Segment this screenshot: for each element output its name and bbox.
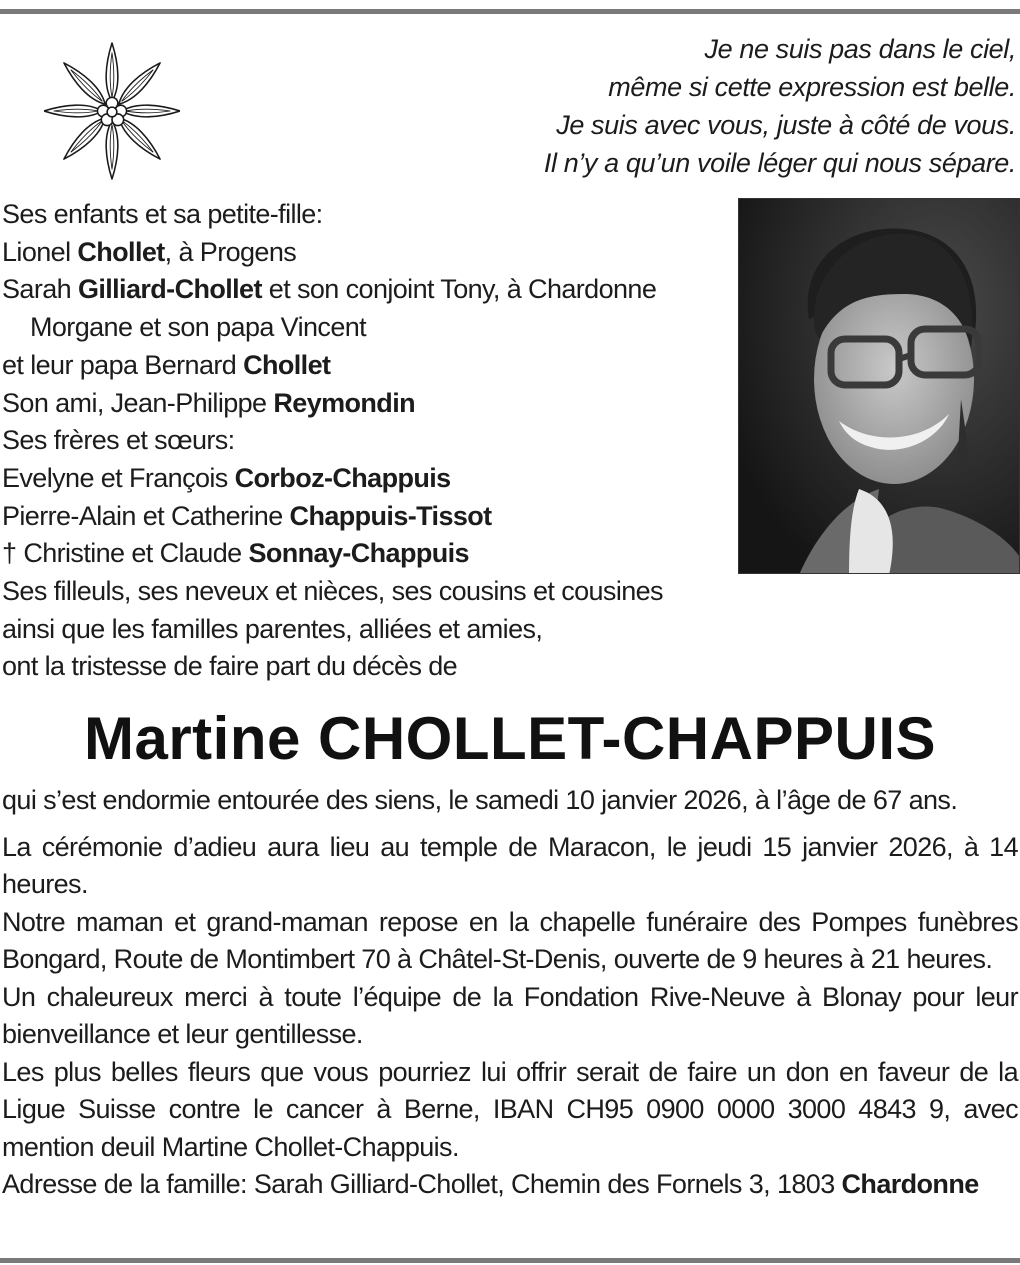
family-line: Evelyne et François Corboz-Chappuis (2, 462, 451, 493)
bottom-rule (0, 1258, 1020, 1263)
poem-line: Je suis avec vous, juste à côté de vous. (556, 110, 1016, 140)
ceremony-paragraph: La cérémonie d’adieu aura lieu au temple de Maracon, le jeudi 15 janvier 2026, à 14 heures. (2, 831, 1018, 899)
family-announcement (2, 196, 762, 686)
family-line: Lionel Chollet, à Progens (2, 236, 297, 267)
family-line: Ses enfants et sa petite-fille: (2, 199, 323, 229)
edelweiss-icon (44, 38, 180, 184)
family-line: Morgane et son papa Vincent (30, 312, 367, 343)
poem-line: Il n’y a qu’un voile léger qui nous sépare. (543, 148, 1016, 178)
chapel-paragraph: Notre maman et grand-maman repose en la chapelle funéraire des Pompes funèbres Bongard, Route de Montimbert 70 à Châtel-St-Denis, ouverte de 9 heures à 21 heures. (2, 906, 1018, 974)
portrait-photo (738, 198, 1020, 574)
poem-line: même si cette expression est belle. (608, 72, 1016, 102)
top-rule (0, 9, 1020, 14)
family-line: et leur papa Bernard Chollet (2, 349, 331, 380)
donation-paragraph: Les plus belles fleurs que vous pourriez lui offrir serait de faire un don en faveur de la Ligue Suisse contre le cancer à Berne, IBAN CH95 0900 0000 3000 4843 9, avec mention deuil Martine Chollet-Chappuis. (2, 1056, 1018, 1162)
passing-statement: qui s’est endormie entourée des siens, le samedi 10 janvier 2026, à l’âge de 67 ans. (2, 785, 958, 815)
family-line: Ses filleuls, ses neveux et nièces, ses cousins et cousines (2, 576, 663, 607)
deceased-name: Martine CHOLLET-CHAPPUIS (83, 705, 937, 772)
announcement-details (2, 782, 1018, 1204)
family-line: Ses frères et sœurs: (2, 425, 235, 456)
poem-line: Je ne suis pas dans le ciel, (704, 34, 1016, 64)
family-line: Pierre-Alain et Catherine Chappuis-Tissot (2, 500, 492, 531)
family-line: ainsi que les familles parentes, alliées et amies, (2, 613, 543, 644)
family-address: Adresse de la famille: Sarah Gilliard-Chollet, Chemin des Fornels 3, 1803 Chardonne (2, 1169, 979, 1199)
thanks-paragraph: Un chaleureux merci à toute l’équipe de la Fondation Rive-Neuve à Blonay pour leur bienveillance et leur gentillesse. (2, 981, 1018, 1049)
poem (376, 30, 1016, 182)
family-line: ont la tristesse de faire part du décès de (2, 651, 458, 682)
family-line: Son ami, Jean-Philippe Reymondin (2, 387, 415, 418)
family-line: † Christine et Claude Sonnay-Chappuis (2, 538, 469, 569)
family-line: Sarah Gilliard-Chollet et son conjoint Tony, à Chardonne (2, 274, 657, 305)
